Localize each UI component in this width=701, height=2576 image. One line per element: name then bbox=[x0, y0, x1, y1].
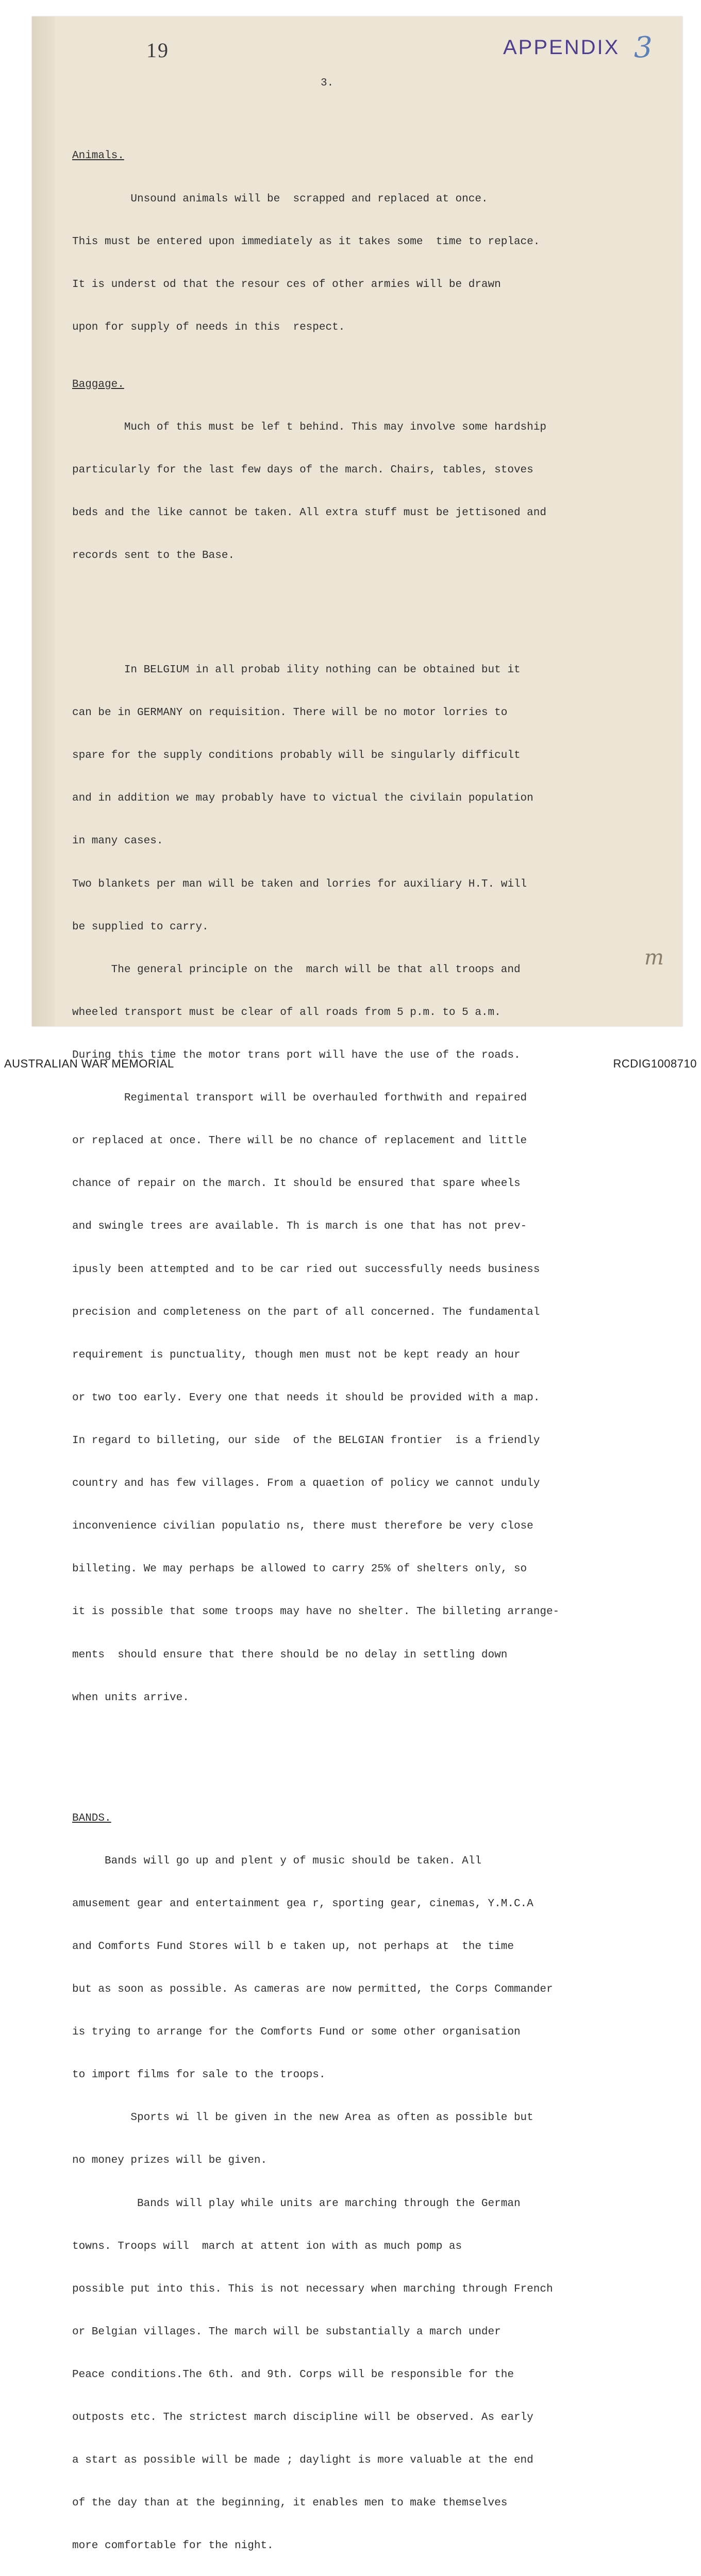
page-number: 19 bbox=[146, 39, 169, 62]
heading-baggage: Baggage. bbox=[72, 378, 124, 391]
bands-line: more comfortable for the night. bbox=[72, 2540, 274, 2552]
belgium-line: spare for the supply conditions probably will be singularly difficult bbox=[72, 750, 521, 762]
belgium-line: it is possible that some troops may have no shelter. The billeting arrange- bbox=[72, 1606, 560, 1618]
belgium-line: when units arrive. bbox=[72, 1691, 189, 1704]
paragraph-gap bbox=[72, 606, 657, 620]
paragraph-gap bbox=[72, 1748, 657, 1768]
heading-bands: BANDS. bbox=[72, 1812, 111, 1824]
animals-line: upon for supply of needs in this respect. bbox=[72, 321, 345, 333]
bands-line: Sports wi ll be given in the new Area as often as possible but bbox=[72, 2112, 533, 2124]
belgium-line: The general principle on the march will be that all troops and bbox=[72, 963, 521, 976]
belgium-line: can be in GERMANY on requisition. There will be no motor lorries to bbox=[72, 707, 508, 719]
bands-line: outposts etc. The strictest march discipline will be observed. As early bbox=[72, 2412, 533, 2424]
bands-line: but as soon as possible. As cameras are now permitted, the Corps Commander bbox=[72, 1984, 553, 1995]
belgium-line: chance of repair on the march. It should be ensured that spare wheels bbox=[72, 1178, 521, 1190]
bands-line: and Comforts Fund Stores will b e taken up, not perhaps at the time bbox=[72, 1940, 514, 1953]
appendix-stamp: APPENDIX bbox=[503, 36, 620, 59]
belgium-line: and in addition we may probably have to victual the civilain population bbox=[72, 792, 533, 805]
baggage-line: beds and the like cannot be taken. All extra stuff must be jettisoned and bbox=[72, 506, 546, 519]
bands-line: of the day than at the beginning, it enables men to make themselves bbox=[72, 2497, 508, 2510]
belgium-line: and swingle trees are available. Th is march is one that has not prev- bbox=[72, 1221, 527, 1233]
bands-line: or Belgian villages. The march will be substantially a march under bbox=[72, 2326, 501, 2338]
animals-line: Unsound animals will be scrapped and replaced at once. bbox=[72, 193, 488, 205]
baggage-line: particularly for the last few days of the march. Chairs, tables, stoves bbox=[72, 464, 533, 476]
belgium-line: or two too early. Every one that needs it should be provided with a map. bbox=[72, 1392, 540, 1404]
bands-line: amusement gear and entertainment gea r, sporting gear, cinemas, Y.M.C.A bbox=[72, 1897, 533, 1910]
belgium-line: ipusly been attempted and to be car ried out successfully needs business bbox=[72, 1263, 540, 1276]
bands-line: to import films for sale to the troops. bbox=[72, 2069, 326, 2081]
belgium-line: billeting. We may perhaps be allowed to carry 25% of shelters only, so bbox=[72, 1563, 527, 1575]
belgium-line: wheeled transport must be clear of all roads from 5 p.m. to 5 a.m. bbox=[72, 1006, 501, 1019]
belgium-line: in many cases. bbox=[72, 835, 163, 848]
belgium-line: During this time the motor trans port will have the use of the roads. bbox=[72, 1049, 521, 1061]
belgium-line: In regard to billeting, our side of the BELGIAN frontier is a friendly bbox=[72, 1434, 540, 1447]
bands-line: possible put into this. This is not necessary when marching through French bbox=[72, 2283, 553, 2295]
belgium-line: or replaced at once. There will be no chance of replacement and little bbox=[72, 1135, 527, 1147]
animals-line: It is underst od that the resour ces of other armies will be drawn bbox=[72, 278, 501, 291]
bands-line: towns. Troops will march at attent ion with as much pomp as bbox=[72, 2240, 462, 2252]
bands-line: is trying to arrange for the Comforts Fund or some other organisation bbox=[72, 2026, 521, 2039]
belgium-line: precision and completeness on the part of all concerned. The fundamental bbox=[72, 1306, 540, 1318]
belgium-line: be supplied to carry. bbox=[72, 921, 209, 933]
page-sub-number: 3. bbox=[321, 77, 334, 89]
baggage-line: records sent to the Base. bbox=[72, 550, 235, 562]
footer-record-id: RCDIG1008710 bbox=[613, 1057, 697, 1070]
handwritten-margin-mark: m bbox=[644, 946, 664, 970]
appendix-handwritten-number: 3 bbox=[634, 31, 653, 64]
sheet-left-edge bbox=[32, 16, 55, 1026]
bands-line: Bands will go up and plent y of music should be taken. All bbox=[72, 1855, 481, 1867]
bands-line: a start as possible will be made ; daylight is more valuable at the end bbox=[72, 2454, 533, 2467]
belgium-line: requirement is punctuality, though men must not be kept ready an hour bbox=[72, 1349, 521, 1361]
belgium-line: ments should ensure that there should be no delay in settling down bbox=[72, 1649, 508, 1661]
document-body bbox=[72, 121, 657, 2576]
belgium-line: In BELGIUM in all probab ility nothing can be obtained but it bbox=[72, 664, 521, 676]
bands-line: Peace conditions.The 6th. and 9th. Corps will be responsible for the bbox=[72, 2368, 514, 2381]
belgium-line: Regimental transport will be overhauled forthwith and repaired bbox=[72, 1092, 527, 1105]
footer-institution: AUSTRALIAN WAR MEMORIAL bbox=[4, 1057, 174, 1070]
belgium-line: inconvenience civilian populatio ns, there must therefore be very close bbox=[72, 1520, 533, 1533]
belgium-line: Two blankets per man will be taken and lorries for auxiliary H.T. will bbox=[72, 878, 527, 890]
animals-line: This must be entered upon immediately as it takes some time to replace. bbox=[72, 235, 540, 248]
bands-line: Bands will play while units are marching through the German bbox=[72, 2197, 521, 2210]
belgium-line: country and has few villages. From a quaetion of policy we cannot unduly bbox=[72, 1478, 540, 1490]
bands-line: no money prizes will be given. bbox=[72, 2155, 268, 2167]
baggage-line: Much of this must be lef t behind. This may involve some hardship bbox=[72, 421, 546, 433]
heading-animals: Animals. bbox=[72, 150, 124, 162]
